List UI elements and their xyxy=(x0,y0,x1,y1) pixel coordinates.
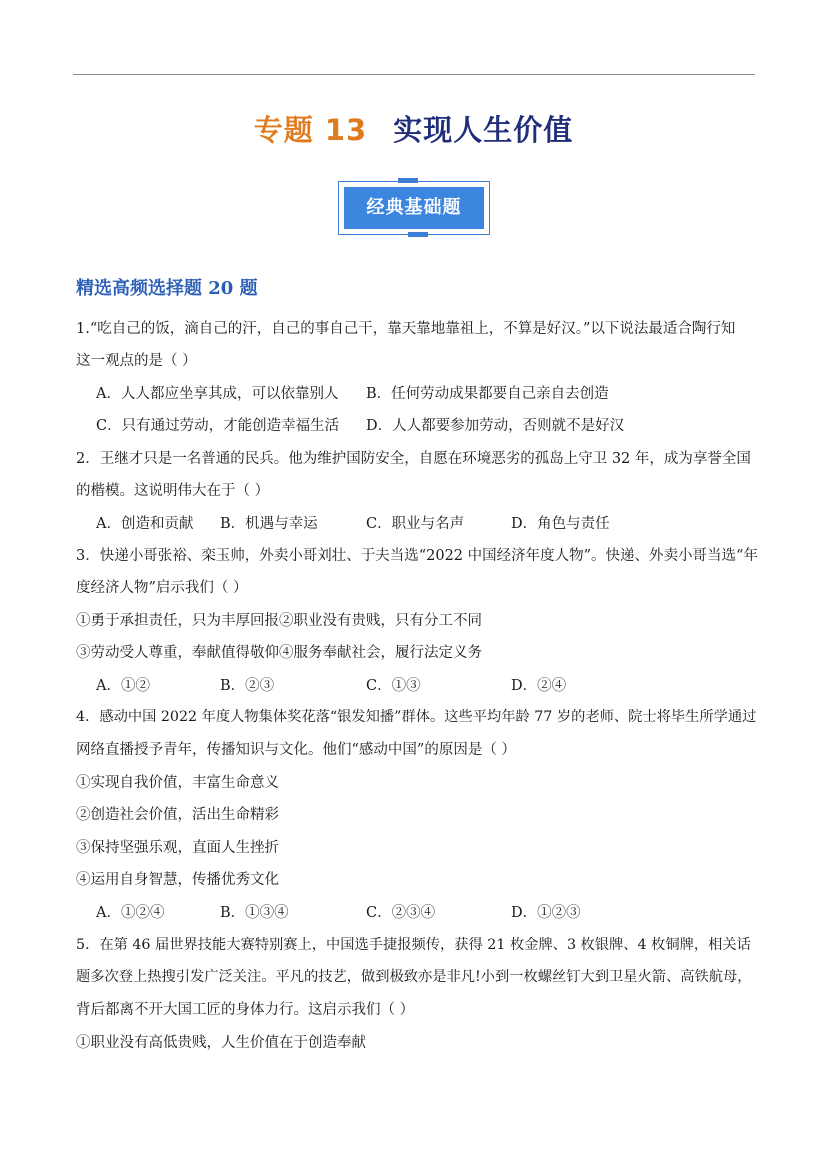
page-title xyxy=(0,108,827,149)
question-3-line-1: 3．快递小哥张裕、栾玉帅，外卖小哥刘壮、于夫当选“2022 中国经济年度人物”。快递、外卖小哥当选“年 xyxy=(76,548,758,564)
question-2-option-b[interactable]: B．机遇与幸运 xyxy=(220,516,318,532)
question-2-option-d[interactable]: D．角色与责任 xyxy=(511,516,610,532)
question-4-line-1: 4．感动中国 2022 年度人物集体奖花落“银发知播”群体。这些平均年龄 77 岁的老师、院士将毕生所学通过 xyxy=(76,709,757,725)
question-4-statement-1: ①实现自我价值，丰富生命意义 xyxy=(76,775,279,791)
question-5-line-1: 5．在第 46 届世界技能大赛特别赛上，中国选手捷报频传，获得 21 枚金牌、3 枚银牌、4 枚铜牌，相关话 xyxy=(76,937,751,953)
header-rule xyxy=(73,74,755,75)
section-title: 精选高频选择题 20 题 xyxy=(76,278,258,299)
badge-label: 经典基础题 xyxy=(344,187,484,229)
question-4-statement-3: ③保持坚强乐观，直面人生挫折 xyxy=(76,840,279,856)
question-1-option-c[interactable]: C．只有通过劳动，才能创造幸福生活 xyxy=(96,418,340,434)
question-4-option-a[interactable]: A．①②④ xyxy=(96,905,165,921)
question-4-statement-4: ④运用自身智慧，传播优秀文化 xyxy=(76,872,279,888)
title-number: 专题 13 xyxy=(253,113,368,147)
title-main: 实现人生价值 xyxy=(393,113,574,147)
question-1-line-2: 这一观点的是（ ） xyxy=(76,353,197,369)
question-2-line-1: 2．王继才只是一名普通的民兵。他为维护国防安全，自愿在环境恶劣的孤岛上守卫 32 年，成为享誉全国 xyxy=(76,451,751,467)
question-3-option-d[interactable]: D．②④ xyxy=(511,678,567,694)
question-3-statements-2: ③劳动受人尊重，奉献值得敬仰④服务奉献社会，履行法定义务 xyxy=(76,645,482,661)
question-4-option-d[interactable]: D．①②③ xyxy=(511,905,581,921)
question-4-line-2: 网络直播授予青年，传播知识与文化。他们“感动中国”的原因是（ ） xyxy=(76,742,516,758)
question-3-option-c[interactable]: C．①③ xyxy=(366,678,421,694)
question-3-option-b[interactable]: B．②③ xyxy=(220,678,275,694)
category-badge xyxy=(338,181,490,235)
question-2-option-a[interactable]: A．创造和贡献 xyxy=(96,516,194,532)
question-1-option-b[interactable]: B．任何劳动成果都要自己亲自去创造 xyxy=(366,386,609,402)
question-2-line-2: 的楷模。这说明伟大在于（ ） xyxy=(76,483,270,499)
question-3-line-2: 度经济人物”启示我们（ ） xyxy=(76,580,248,596)
question-5-line-2: 题多次登上热搜引发广泛关注。平凡的技艺，做到极致亦是非凡!小到一枚螺丝钉大到卫星火箭、高铁航母， xyxy=(76,969,752,985)
question-1-option-a[interactable]: A．人人都应坐享其成，可以依靠别人 xyxy=(96,386,339,402)
question-5-statement-1: ①职业没有高低贵贱，人生价值在于创造奉献 xyxy=(76,1035,366,1051)
question-4-statement-2: ②创造社会价值，活出生命精彩 xyxy=(76,807,279,823)
question-5-line-3: 背后都离不开大国工匠的身体力行。这启示我们（ ） xyxy=(76,1002,415,1018)
question-1-line-1: 1.“吃自己的饭，滴自己的汗，自己的事自己干，靠天靠地靠祖上，不算是好汉。”以下说法最适合陶行知 xyxy=(76,321,736,337)
question-2-option-c[interactable]: C．职业与名声 xyxy=(366,516,465,532)
question-1-option-d[interactable]: D．人人都要参加劳动，否则就不是好汉 xyxy=(366,418,625,434)
question-3-option-a[interactable]: A．①② xyxy=(96,678,150,694)
question-4-option-b[interactable]: B．①③④ xyxy=(220,905,289,921)
question-3-statements-1: ①勇于承担责任，只为丰厚回报②职业没有贵贱，只有分工不同 xyxy=(76,613,482,629)
question-4-option-c[interactable]: C．②③④ xyxy=(366,905,436,921)
